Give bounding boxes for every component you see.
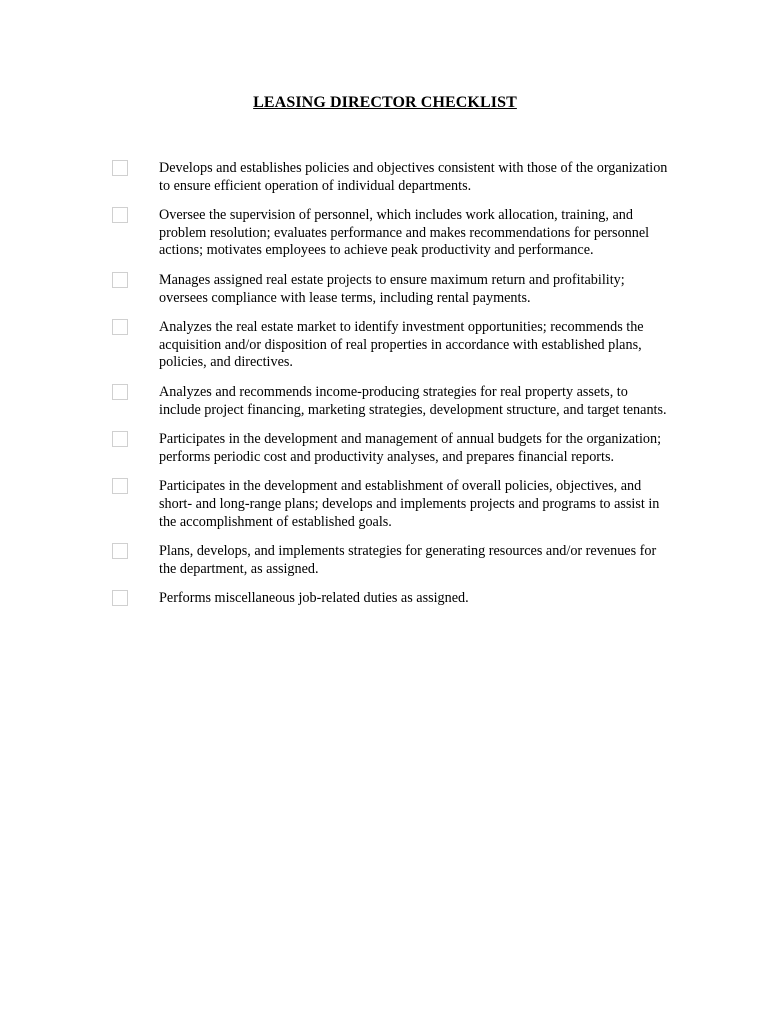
checklist-item-text: Participates in the development and management of annual budgets for the organization; performs periodic cost and productivity analyses, and prepares financial reports. [159,431,662,465]
checklist-item-text: Manages assigned real estate projects to ensure maximum return and profitability; oversees compliance with lease terms, including rental payments. [159,271,625,306]
page-title: LEASING DIRECTOR CHECKLIST [253,94,517,111]
checkbox[interactable] [112,478,128,494]
checkbox[interactable] [112,543,128,559]
checklist-item [112,478,672,531]
checklist-item [112,160,672,195]
checklist-item [112,272,672,307]
checklist-item [112,207,672,260]
checklist-item [112,543,672,578]
checklist-item-text: Plans, develops, and implements strategies for generating resources and/or revenues for the department, as assigned. [159,543,657,577]
checklist-item [112,384,672,419]
checklist-item-text: Analyzes the real estate market to identify investment opportunities; recommends the acquisition and/or disposition of real properties in accordance with established plans, policies, and directives. [159,319,644,371]
checkbox[interactable] [112,272,128,288]
checklist-item [112,431,672,466]
checklist-item-text: Oversee the supervision of personnel, which includes work allocation, training, and problem resolution; evaluates performance and makes recommendations for personnel actions; motivates employees to achieve peak productivity and performance. [159,207,650,259]
checkbox[interactable] [112,207,128,223]
checkbox[interactable] [112,431,128,447]
checkbox[interactable] [112,160,128,176]
checklist-item [112,590,672,608]
checklist-item [112,319,672,372]
checklist [112,160,672,620]
checklist-item-text: Develops and establishes policies and objectives consistent with those of the organization to ensure efficient operation of individual departments. [159,160,668,194]
checkbox[interactable] [112,590,128,606]
checkbox[interactable] [112,319,128,335]
checklist-item-text: Analyzes and recommends income-producing strategies for real property assets, to include project financing, marketing strategies, development structure, and target tenants. [159,383,667,418]
checklist-item-text: Performs miscellaneous job-related duties as assigned. [159,590,469,607]
checklist-item-text: Participates in the development and establishment of overall policies, objectives, and short- and long-range plans; develops and implements projects and programs to assist in the accomplishment of established goals. [159,478,660,530]
checkbox[interactable] [112,384,128,400]
